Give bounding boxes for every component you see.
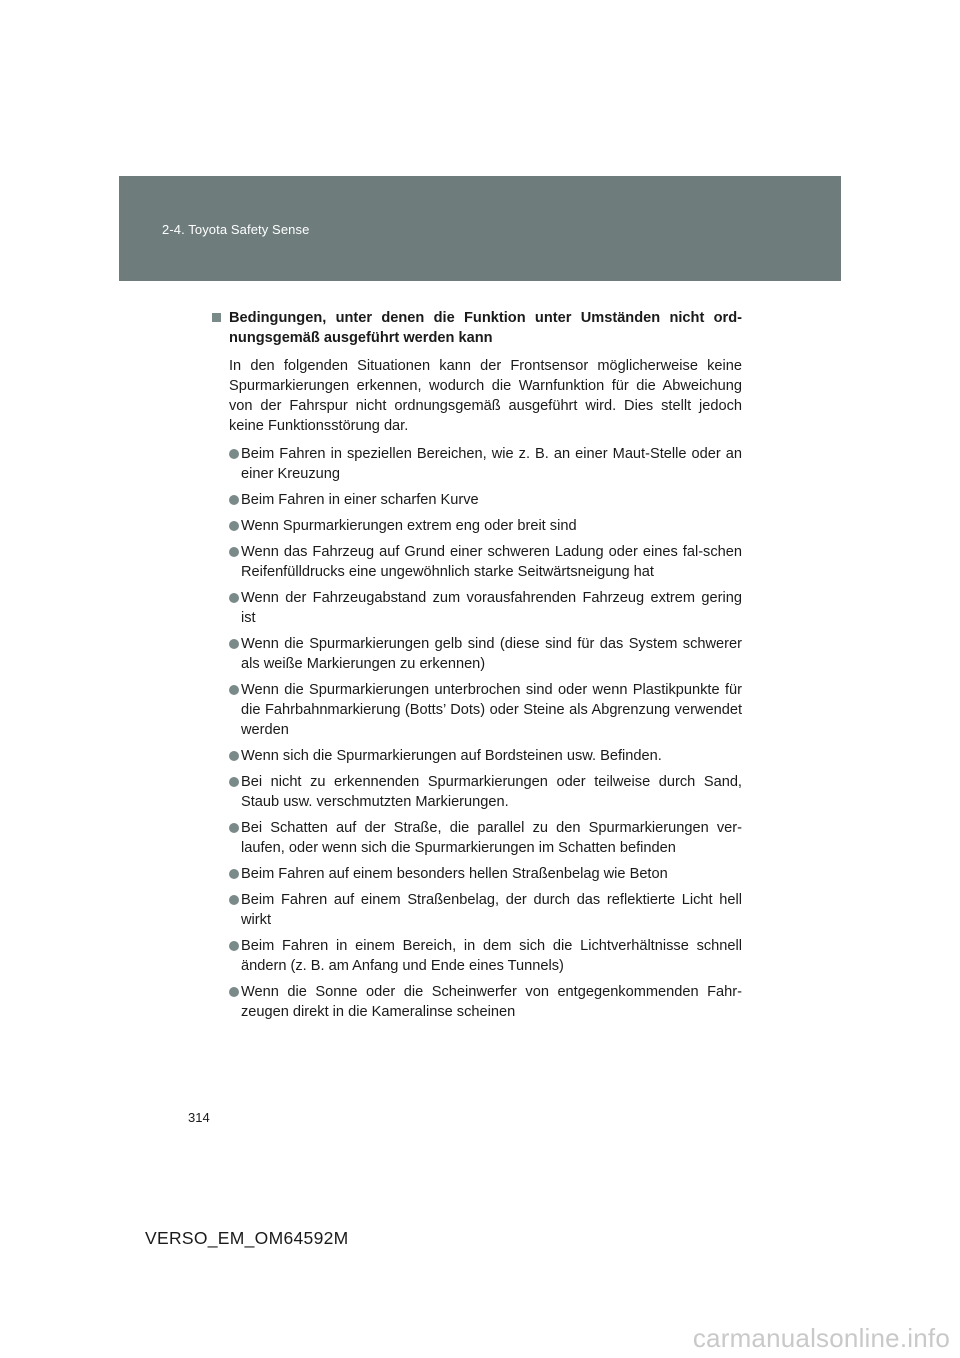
watermark: carmanualsonline.info xyxy=(692,1323,950,1353)
round-bullet-icon xyxy=(229,449,239,459)
round-bullet-icon xyxy=(229,777,239,787)
list-item xyxy=(212,444,742,484)
list-item-text: Beim Fahren in speziellen Bereichen, wie z. B. an einer Maut-Stelle oder an einer Kreuzung xyxy=(241,446,742,482)
list-item xyxy=(212,982,742,1022)
list-item xyxy=(212,818,742,858)
list-item-text: Beim Fahren in einem Bereich, in dem sich die Lichtverhältnisse schnell ändern (z. B. am Anfang und Ende eines Tunnels) xyxy=(241,938,742,974)
round-bullet-icon xyxy=(229,639,239,649)
condition-list xyxy=(212,444,742,1022)
round-bullet-icon xyxy=(229,547,239,557)
list-item-text: Wenn sich die Spurmarkierungen auf Bordsteinen usw. Befinden. xyxy=(241,748,662,764)
list-item xyxy=(212,746,742,766)
round-bullet-icon xyxy=(229,823,239,833)
list-item xyxy=(212,588,742,628)
condition-heading-text: Bedingungen, unter denen die Funktion unter Umständen nicht ord-nungsgemäß ausgeführt werden kann xyxy=(229,310,742,346)
page-content xyxy=(212,308,742,1028)
round-bullet-icon xyxy=(229,495,239,505)
intro-paragraph: In den folgenden Situationen kann der Frontsensor möglicherweise keine Spurmarkierungen erkennen, wodurch die Warnfunktion für die Abweichung von der Fahrspur nicht ordnungsgemäß ausgeführt wird. Dies stellt jedoch keine Funktionsstörung dar. xyxy=(229,358,742,434)
list-item-text: Bei nicht zu erkennenden Spurmarkierungen oder teilweise durch Sand, Staub usw. verschmutzten Markierungen. xyxy=(241,774,742,810)
list-item-text: Bei Schatten auf der Straße, die parallel zu den Spurmarkierungen ver-laufen, oder wenn sich die Spurmarkierungen im Schatten befinden xyxy=(241,820,742,856)
round-bullet-icon xyxy=(229,987,239,997)
round-bullet-icon xyxy=(229,593,239,603)
list-item xyxy=(212,864,742,884)
square-bullet-icon xyxy=(212,313,221,322)
list-item xyxy=(212,490,742,510)
condition-heading xyxy=(212,308,742,348)
list-item-text: Wenn das Fahrzeug auf Grund einer schweren Ladung oder eines fal-schen Reifenfülldrucks eine ungewöhnlich starke Seitwärtsneigung hat xyxy=(241,544,742,580)
list-item xyxy=(212,772,742,812)
list-item-text: Wenn Spurmarkierungen extrem eng oder breit sind xyxy=(241,518,577,534)
list-item-text: Wenn die Spurmarkierungen unterbrochen sind oder wenn Plastikpunkte für die Fahrbahnmarkierung (Botts’ Dots) oder Steine als Abgrenzung verwendet werden xyxy=(241,682,742,738)
list-item-text: Wenn der Fahrzeugabstand zum vorausfahrenden Fahrzeug extrem gering ist xyxy=(241,590,742,626)
section-title: 2-4. Toyota Safety Sense xyxy=(162,222,310,237)
round-bullet-icon xyxy=(229,751,239,761)
list-item xyxy=(212,634,742,674)
list-item xyxy=(212,542,742,582)
round-bullet-icon xyxy=(229,941,239,951)
round-bullet-icon xyxy=(229,895,239,905)
list-item-text: Beim Fahren auf einem Straßenbelag, der durch das reflektierte Licht hell wirkt xyxy=(241,892,742,928)
round-bullet-icon xyxy=(229,869,239,879)
list-item xyxy=(212,680,742,740)
round-bullet-icon xyxy=(229,521,239,531)
list-item-text: Beim Fahren auf einem besonders hellen Straßenbelag wie Beton xyxy=(241,866,668,882)
round-bullet-icon xyxy=(229,685,239,695)
list-item-text: Wenn die Sonne oder die Scheinwerfer von entgegenkommenden Fahr-zeugen direkt in die Kameralinse scheinen xyxy=(241,984,742,1020)
list-item xyxy=(212,936,742,976)
page-number: 314 xyxy=(188,1110,210,1125)
list-item xyxy=(212,890,742,930)
list-item-text: Wenn die Spurmarkierungen gelb sind (diese sind für das System schwerer als weiße Markierungen zu erkennen) xyxy=(241,636,742,672)
list-item xyxy=(212,516,742,536)
document-id: VERSO_EM_OM64592M xyxy=(145,1228,349,1248)
list-item-text: Beim Fahren in einer scharfen Kurve xyxy=(241,492,479,508)
